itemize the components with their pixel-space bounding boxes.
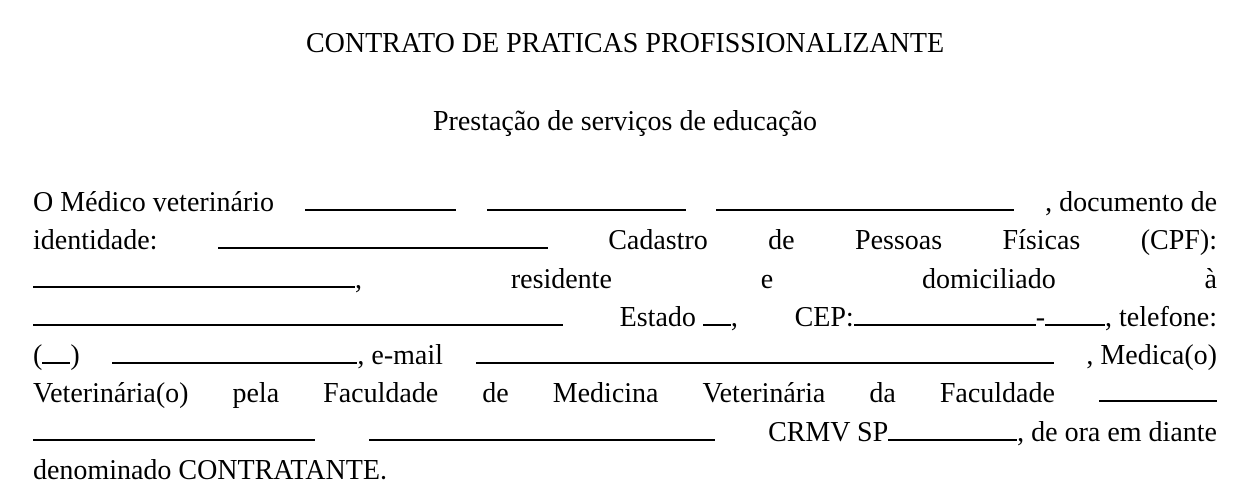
text-medico-veterinario: O Médico veterinário — [33, 187, 275, 218]
area-code-group — [33, 337, 80, 375]
paragraph-line-2 — [33, 222, 1217, 260]
text-fisicas: Físicas — [1002, 225, 1081, 256]
blank-state-field[interactable] — [703, 302, 731, 326]
crmv-group — [768, 414, 1217, 452]
cep-group — [795, 299, 1217, 337]
paragraph-line-6 — [33, 375, 1217, 413]
text-comma: , — [730, 302, 738, 333]
text-telefone: , telefone: — [1105, 302, 1217, 333]
paragraph-line-5 — [33, 337, 1217, 375]
text-residente: residente — [510, 264, 612, 295]
text-identidade: identidade: — [33, 225, 158, 256]
text-de: de — [482, 378, 509, 409]
text-comma: , — [355, 264, 362, 295]
text-faculdade-2: Faculdade — [939, 378, 1055, 409]
text-veterinaria-o: Veterinária(o) — [33, 378, 189, 409]
document-subtitle: Prestação de serviços de educação — [432, 106, 818, 137]
text-pela: pela — [232, 378, 280, 409]
blank-cep-field[interactable] — [854, 302, 1036, 326]
blank-address-field[interactable] — [33, 302, 563, 326]
text-de-ora-em-diante: , de ora em diante — [1017, 417, 1217, 448]
text-documento-de: , documento de — [1045, 187, 1217, 218]
estado-group — [620, 299, 738, 337]
text-crmv-sp: CRMV SP — [768, 417, 889, 448]
text-cep: CEP: — [794, 302, 854, 333]
text-denominado-contratante: denominado CONTRATANTE. — [33, 455, 387, 486]
text-dash: - — [1035, 302, 1046, 333]
paragraph-line-8 — [33, 452, 1217, 490]
paragraph-line-7 — [33, 414, 1217, 452]
text-open-paren: ( — [33, 340, 43, 371]
blank-cpf-field[interactable] — [33, 264, 355, 288]
blank-faculty-name-field-2[interactable] — [369, 417, 715, 441]
cpf-group — [33, 261, 362, 299]
blank-name-field-3[interactable] — [716, 187, 1014, 211]
text-close-paren: ) — [70, 340, 80, 371]
text-estado: Estado — [619, 302, 696, 333]
text-faculdade: Faculdade — [323, 378, 439, 409]
blank-phone-field[interactable] — [112, 340, 357, 364]
text-de: de — [768, 225, 795, 256]
text-medicina: Medicina — [552, 378, 659, 409]
text-cadastro: Cadastro — [608, 225, 708, 256]
blank-email-field[interactable] — [476, 340, 1054, 364]
blank-crmv-field[interactable] — [888, 417, 1017, 441]
text-da: da — [869, 378, 896, 409]
blank-faculty-field[interactable] — [1099, 378, 1217, 402]
blank-name-field-1[interactable] — [305, 187, 456, 211]
text-e: e — [760, 264, 774, 295]
blank-faculty-name-field-1[interactable] — [33, 417, 315, 441]
text-medica-o: , Medica(o) — [1086, 340, 1217, 371]
text-cpf: (CPF): — [1140, 225, 1217, 256]
phone-group — [112, 337, 443, 375]
blank-area-code-field[interactable] — [42, 340, 70, 364]
text-pessoas: Pessoas — [855, 225, 943, 256]
text-email: , e-mail — [357, 340, 443, 371]
blank-name-field-2[interactable] — [487, 187, 686, 211]
blank-cep-suffix-field[interactable] — [1045, 302, 1105, 326]
text-domiciliado: domiciliado — [921, 264, 1056, 295]
blank-identity-field[interactable] — [218, 225, 548, 249]
paragraph-line-1 — [33, 184, 1217, 222]
document-title: CONTRATO DE PRATICAS PROFISSIONALIZANTE — [305, 28, 945, 59]
paragraph-line-4 — [33, 299, 1217, 337]
text-veterinaria: Veterinária — [702, 378, 826, 409]
paragraph-line-3 — [33, 261, 1217, 299]
text-a: à — [1204, 264, 1217, 295]
